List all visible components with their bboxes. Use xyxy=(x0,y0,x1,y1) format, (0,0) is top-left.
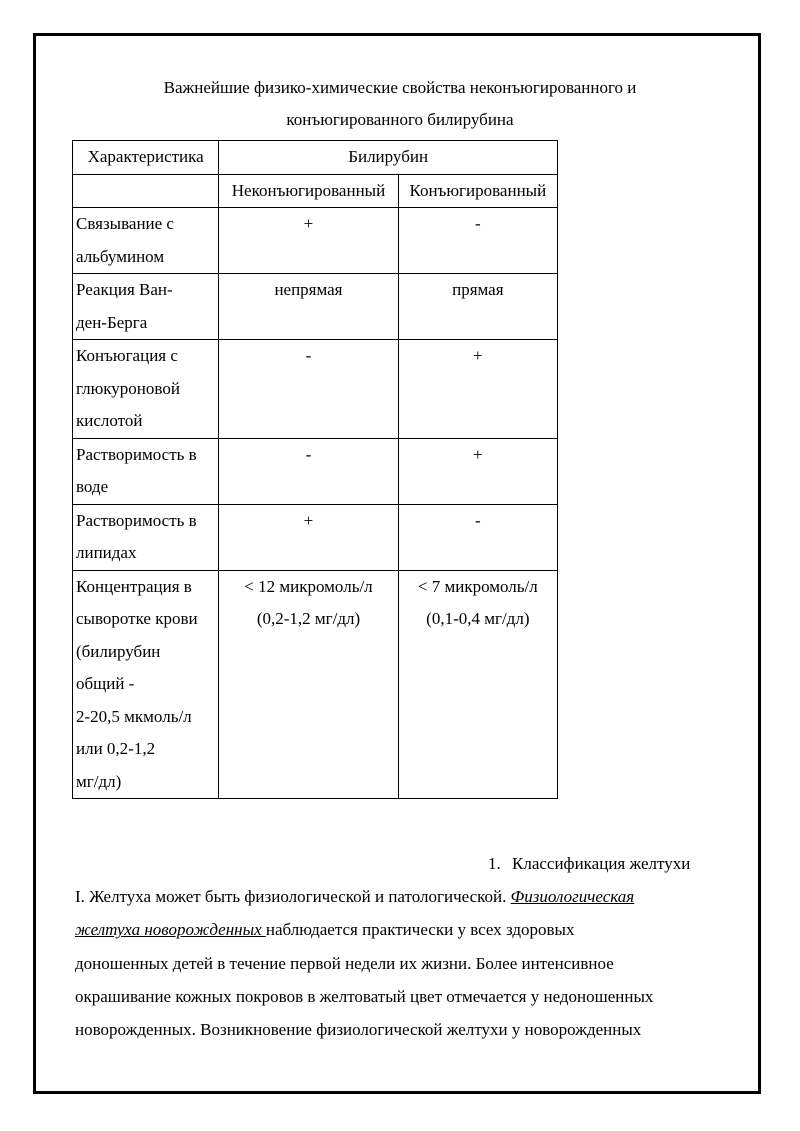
table-row xyxy=(73,438,558,504)
cell-line: - xyxy=(305,444,312,464)
classification-title: Классификация желтухи xyxy=(512,854,691,873)
cell-line: непрямая xyxy=(274,280,343,299)
paragraph-text: наблюдается практически у всех здоровых xyxy=(265,920,575,940)
row-unconjugated-cell xyxy=(219,504,398,570)
table-row xyxy=(73,340,558,439)
table-row xyxy=(73,208,558,274)
document-title-line-2: конъюгированного билирубина xyxy=(286,110,514,129)
cell-line: - xyxy=(474,214,481,233)
cell-line: + xyxy=(473,444,483,464)
cell-line: мг/дл) xyxy=(76,771,122,791)
cell-line: воде xyxy=(76,477,109,496)
cell-line: 2-20,5 мкмоль/л xyxy=(76,706,192,726)
row-unconjugated-cell xyxy=(219,340,398,439)
row-unconjugated-cell xyxy=(219,208,398,274)
table-row xyxy=(73,570,558,799)
row-unconjugated-cell xyxy=(219,570,398,799)
paragraph-line-2 xyxy=(75,913,735,946)
cell-line: (0,2-1,2 мг/дл) xyxy=(256,609,361,628)
cell-line: < 7 микромоль/л xyxy=(417,576,538,596)
row-unconjugated-cell xyxy=(219,274,398,340)
cell-line: (билирубин xyxy=(76,641,161,661)
table-subheader-row xyxy=(73,174,558,208)
cell-line: кислотой xyxy=(76,411,143,430)
cell-line: < 12 микромоль/л xyxy=(244,576,373,596)
row-conjugated-cell xyxy=(398,208,557,274)
header-unconjugated: Неконъюгированный xyxy=(219,174,398,208)
row-characteristic-cell xyxy=(73,504,219,570)
paragraph-line-5: новорожденных. Возникновение физиологической желтухи у новорожденных xyxy=(75,1020,642,1040)
cell-line: + xyxy=(303,214,314,233)
cell-line: сыворотке крови xyxy=(76,609,198,628)
table-row xyxy=(73,504,558,570)
cell-line: или 0,2-1,2 xyxy=(76,739,156,758)
cell-line: Растворимость в xyxy=(76,444,197,464)
cell-line: Концентрация в xyxy=(76,576,192,596)
cell-line: общий - xyxy=(76,674,135,693)
cell-line: Реакция Ван- xyxy=(76,280,173,299)
cell-line: ден-Берга xyxy=(76,312,148,332)
cell-line: Растворимость в xyxy=(76,510,197,530)
table-header-row xyxy=(73,141,558,175)
paragraph-line-3: доношенных детей в течение первой недели их жизни. Более интенсивное xyxy=(75,953,614,973)
header-conjugated: Конъюгированный xyxy=(398,174,557,208)
row-conjugated-cell xyxy=(398,504,557,570)
body-paragraph xyxy=(75,880,735,1046)
cell-line: глюкуроновой xyxy=(76,378,180,398)
header-bilirubin: Билирубин xyxy=(219,141,558,175)
cell-line: липидах xyxy=(76,543,137,562)
cell-line: + xyxy=(473,346,483,365)
row-conjugated-cell xyxy=(398,340,557,439)
row-conjugated-cell xyxy=(398,570,557,799)
paragraph-line-4: окрашивание кожных покровов в желтоватый цвет отмечается у недоношенных xyxy=(75,986,654,1006)
document-title-line-1: Важнейшие физико-химические свойства неконъюгированного и xyxy=(163,78,637,97)
header-characteristic: Характеристика xyxy=(73,141,219,175)
row-conjugated-cell xyxy=(398,438,557,504)
bilirubin-properties-table xyxy=(72,140,558,799)
cell-line: (0,1-0,4 мг/дл) xyxy=(426,609,530,628)
row-unconjugated-cell xyxy=(219,438,398,504)
row-characteristic-cell xyxy=(73,438,219,504)
cell-line: альбумином xyxy=(76,246,165,266)
cell-line: + xyxy=(303,510,314,530)
cell-line: Связывание с xyxy=(76,214,174,233)
cell-line: - xyxy=(305,346,312,365)
row-characteristic-cell xyxy=(73,274,219,340)
cell-line: прямая xyxy=(452,280,504,299)
cell-line: - xyxy=(474,510,481,530)
classification-heading xyxy=(488,848,690,880)
table-row xyxy=(73,274,558,340)
row-conjugated-cell xyxy=(398,274,557,340)
paragraph-text: I. Желтуха может быть физиологической и патологической. xyxy=(75,887,511,906)
emphasis-term: Физиологическая xyxy=(510,887,635,906)
emphasis-term: желтуха новорожденных xyxy=(75,920,266,940)
row-characteristic-cell xyxy=(73,208,219,274)
cell-line: Конъюгация с xyxy=(76,346,178,365)
row-characteristic-cell xyxy=(73,570,219,799)
row-characteristic-cell xyxy=(73,340,219,439)
paragraph-line-1 xyxy=(75,880,735,913)
header-empty-cell xyxy=(73,174,219,208)
classification-number: 1. xyxy=(488,854,501,873)
